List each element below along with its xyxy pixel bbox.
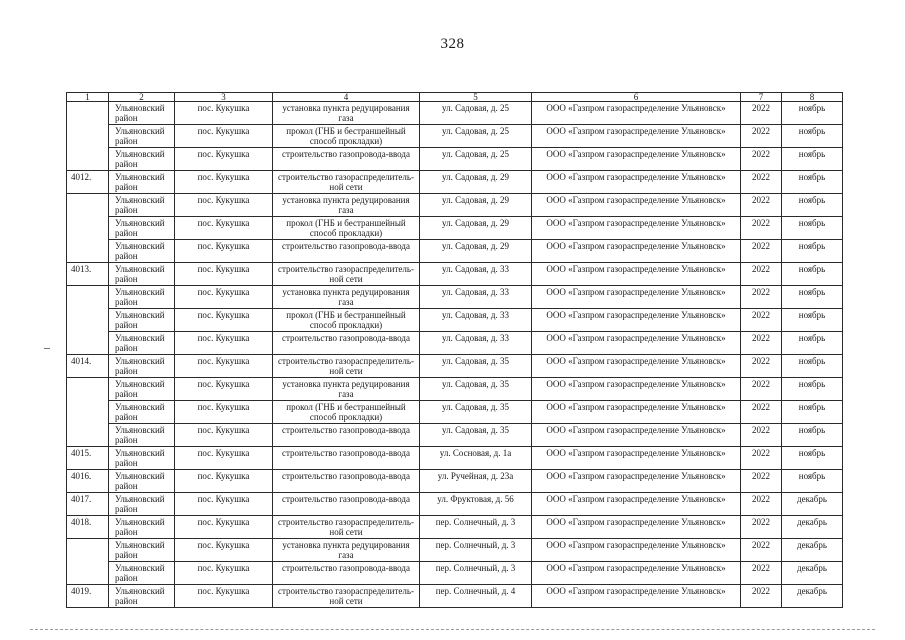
- address-cell: пер. Солнечный, д. 3: [420, 562, 532, 585]
- record-number-cell: 4016.: [67, 470, 109, 493]
- year-cell: 2022: [741, 516, 782, 539]
- year-cell: 2022: [741, 263, 782, 286]
- record-number-cell: [67, 401, 109, 424]
- work-type-cell: прокол (ГНБ и бестраншейный способ прокладки): [273, 309, 420, 332]
- year-cell: 2022: [741, 355, 782, 378]
- year-cell: 2022: [741, 424, 782, 447]
- work-type-cell: строительство газораспределитель-ной сети: [273, 263, 420, 286]
- address-cell: пер. Солнечный, д. 3: [420, 516, 532, 539]
- table-row: [67, 263, 843, 286]
- record-number-cell: [67, 194, 109, 217]
- table-row: [67, 355, 843, 378]
- address-cell: ул. Садовая, д. 33: [420, 286, 532, 309]
- organization-cell: ООО «Газпром газораспределение Ульяновск»: [532, 355, 741, 378]
- work-type-cell: установка пункта редуцирования газа: [273, 194, 420, 217]
- table-row: [67, 194, 843, 217]
- record-number-cell: 4017.: [67, 493, 109, 516]
- address-cell: ул. Садовая, д. 25: [420, 148, 532, 171]
- record-number-cell: [67, 539, 109, 562]
- scan-mark: [44, 348, 50, 349]
- organization-cell: ООО «Газпром газораспределение Ульяновск»: [532, 194, 741, 217]
- settlement-cell: пос. Кукушка: [175, 493, 273, 516]
- column-header: 8: [782, 93, 843, 102]
- address-cell: ул. Садовая, д. 35: [420, 401, 532, 424]
- record-number-cell: [67, 378, 109, 401]
- month-cell: декабрь: [782, 562, 843, 585]
- settlement-cell: пос. Кукушка: [175, 516, 273, 539]
- month-cell: ноябрь: [782, 148, 843, 171]
- district-cell: Ульяновский район: [109, 447, 175, 470]
- bottom-rule: [30, 629, 875, 630]
- column-header: 4: [273, 93, 420, 102]
- address-cell: пер. Солнечный, д. 4: [420, 585, 532, 608]
- organization-cell: ООО «Газпром газораспределение Ульяновск»: [532, 378, 741, 401]
- work-type-cell: установка пункта редуцирования газа: [273, 539, 420, 562]
- work-type-cell: строительство газопровода-ввода: [273, 447, 420, 470]
- district-cell: Ульяновский район: [109, 355, 175, 378]
- district-cell: Ульяновский район: [109, 378, 175, 401]
- record-number-cell: [67, 424, 109, 447]
- year-cell: 2022: [741, 125, 782, 148]
- address-cell: ул. Садовая, д. 29: [420, 171, 532, 194]
- district-cell: Ульяновский район: [109, 217, 175, 240]
- month-cell: декабрь: [782, 493, 843, 516]
- organization-cell: ООО «Газпром газораспределение Ульяновск»: [532, 217, 741, 240]
- year-cell: 2022: [741, 171, 782, 194]
- district-cell: Ульяновский район: [109, 286, 175, 309]
- work-type-cell: строительство газопровода-ввода: [273, 493, 420, 516]
- settlement-cell: пос. Кукушка: [175, 194, 273, 217]
- work-type-cell: строительство газораспределитель-ной сети: [273, 171, 420, 194]
- district-cell: Ульяновский район: [109, 102, 175, 125]
- table-row: [67, 217, 843, 240]
- year-cell: 2022: [741, 332, 782, 355]
- settlement-cell: пос. Кукушка: [175, 447, 273, 470]
- table-row: [67, 125, 843, 148]
- work-type-cell: строительство газопровода-ввода: [273, 148, 420, 171]
- work-type-cell: прокол (ГНБ и бестраншейный способ прокладки): [273, 125, 420, 148]
- district-cell: Ульяновский район: [109, 194, 175, 217]
- record-number-cell: [67, 332, 109, 355]
- organization-cell: ООО «Газпром газораспределение Ульяновск»: [532, 240, 741, 263]
- work-type-cell: строительство газораспределитель-ной сети: [273, 585, 420, 608]
- district-cell: Ульяновский район: [109, 493, 175, 516]
- record-number-cell: 4012.: [67, 171, 109, 194]
- record-number-cell: [67, 562, 109, 585]
- address-cell: ул. Садовая, д. 35: [420, 378, 532, 401]
- address-cell: ул. Сосновая, д. 1а: [420, 447, 532, 470]
- address-cell: ул. Садовая, д. 33: [420, 309, 532, 332]
- month-cell: ноябрь: [782, 171, 843, 194]
- column-header: 1: [67, 93, 109, 102]
- district-cell: Ульяновский район: [109, 125, 175, 148]
- settlement-cell: пос. Кукушка: [175, 240, 273, 263]
- settlement-cell: пос. Кукушка: [175, 263, 273, 286]
- month-cell: ноябрь: [782, 309, 843, 332]
- settlement-cell: пос. Кукушка: [175, 309, 273, 332]
- month-cell: ноябрь: [782, 424, 843, 447]
- month-cell: ноябрь: [782, 217, 843, 240]
- year-cell: 2022: [741, 470, 782, 493]
- record-number-cell: [67, 240, 109, 263]
- work-type-cell: установка пункта редуцирования газа: [273, 378, 420, 401]
- record-number-cell: [67, 148, 109, 171]
- organization-cell: ООО «Газпром газораспределение Ульяновск»: [532, 516, 741, 539]
- year-cell: 2022: [741, 148, 782, 171]
- settlement-cell: пос. Кукушка: [175, 539, 273, 562]
- district-cell: Ульяновский район: [109, 309, 175, 332]
- work-type-cell: строительство газораспределитель-ной сети: [273, 516, 420, 539]
- year-cell: 2022: [741, 539, 782, 562]
- column-header: 5: [420, 93, 532, 102]
- month-cell: ноябрь: [782, 240, 843, 263]
- table-row: [67, 424, 843, 447]
- month-cell: декабрь: [782, 516, 843, 539]
- district-cell: Ульяновский район: [109, 470, 175, 493]
- settlement-cell: пос. Кукушка: [175, 585, 273, 608]
- settlement-cell: пос. Кукушка: [175, 102, 273, 125]
- month-cell: ноябрь: [782, 194, 843, 217]
- record-number-cell: [67, 286, 109, 309]
- year-cell: 2022: [741, 401, 782, 424]
- month-cell: декабрь: [782, 585, 843, 608]
- district-cell: Ульяновский район: [109, 148, 175, 171]
- address-cell: ул. Садовая, д. 25: [420, 102, 532, 125]
- settlement-cell: пос. Кукушка: [175, 401, 273, 424]
- table-row: [67, 240, 843, 263]
- district-cell: Ульяновский район: [109, 516, 175, 539]
- organization-cell: ООО «Газпром газораспределение Ульяновск»: [532, 562, 741, 585]
- table-row: [67, 286, 843, 309]
- organization-cell: ООО «Газпром газораспределение Ульяновск»: [532, 286, 741, 309]
- year-cell: 2022: [741, 240, 782, 263]
- address-cell: ул. Садовая, д. 25: [420, 125, 532, 148]
- column-header: 7: [741, 93, 782, 102]
- month-cell: ноябрь: [782, 332, 843, 355]
- record-number-cell: 4019.: [67, 585, 109, 608]
- table-row: [67, 539, 843, 562]
- settlement-cell: пос. Кукушка: [175, 217, 273, 240]
- year-cell: 2022: [741, 217, 782, 240]
- address-cell: ул. Садовая, д. 29: [420, 217, 532, 240]
- work-type-cell: строительство газопровода-ввода: [273, 240, 420, 263]
- organization-cell: ООО «Газпром газораспределение Ульяновск»: [532, 309, 741, 332]
- work-type-cell: установка пункта редуцирования газа: [273, 102, 420, 125]
- organization-cell: ООО «Газпром газораспределение Ульяновск»: [532, 539, 741, 562]
- organization-cell: ООО «Газпром газораспределение Ульяновск»: [532, 401, 741, 424]
- month-cell: ноябрь: [782, 470, 843, 493]
- work-type-cell: строительство газопровода-ввода: [273, 562, 420, 585]
- column-header: 3: [175, 93, 273, 102]
- year-cell: 2022: [741, 378, 782, 401]
- year-cell: 2022: [741, 447, 782, 470]
- month-cell: ноябрь: [782, 355, 843, 378]
- organization-cell: ООО «Газпром газораспределение Ульяновск»: [532, 447, 741, 470]
- record-number-cell: [67, 309, 109, 332]
- address-cell: ул. Фруктовая, д. 56: [420, 493, 532, 516]
- record-number-cell: 4015.: [67, 447, 109, 470]
- year-cell: 2022: [741, 194, 782, 217]
- district-cell: Ульяновский район: [109, 263, 175, 286]
- work-type-cell: строительство газораспределитель-ной сети: [273, 355, 420, 378]
- record-number-cell: 4014.: [67, 355, 109, 378]
- year-cell: 2022: [741, 562, 782, 585]
- settlement-cell: пос. Кукушка: [175, 148, 273, 171]
- settlement-cell: пос. Кукушка: [175, 286, 273, 309]
- table-row: [67, 470, 843, 493]
- table-row: [67, 309, 843, 332]
- year-cell: 2022: [741, 493, 782, 516]
- table-row: [67, 378, 843, 401]
- page-number: 328: [440, 36, 465, 52]
- month-cell: ноябрь: [782, 401, 843, 424]
- address-cell: ул. Садовая, д. 29: [420, 240, 532, 263]
- table-row: [67, 171, 843, 194]
- work-type-cell: прокол (ГНБ и бестраншейный способ прокладки): [273, 401, 420, 424]
- work-type-cell: строительство газопровода-ввода: [273, 470, 420, 493]
- work-type-cell: строительство газопровода-ввода: [273, 332, 420, 355]
- district-cell: Ульяновский район: [109, 539, 175, 562]
- organization-cell: ООО «Газпром газораспределение Ульяновск»: [532, 470, 741, 493]
- table-row: [67, 562, 843, 585]
- organization-cell: ООО «Газпром газораспределение Ульяновск»: [532, 493, 741, 516]
- settlement-cell: пос. Кукушка: [175, 332, 273, 355]
- table-row: [67, 585, 843, 608]
- district-cell: Ульяновский район: [109, 240, 175, 263]
- organization-cell: ООО «Газпром газораспределение Ульяновск»: [532, 585, 741, 608]
- record-number-cell: 4013.: [67, 263, 109, 286]
- year-cell: 2022: [741, 102, 782, 125]
- column-header: 2: [109, 93, 175, 102]
- settlement-cell: пос. Кукушка: [175, 378, 273, 401]
- address-cell: пер. Солнечный, д. 3: [420, 539, 532, 562]
- settlement-cell: пос. Кукушка: [175, 125, 273, 148]
- month-cell: ноябрь: [782, 378, 843, 401]
- district-cell: Ульяновский район: [109, 424, 175, 447]
- work-type-cell: строительство газопровода-ввода: [273, 424, 420, 447]
- settlement-cell: пос. Кукушка: [175, 424, 273, 447]
- month-cell: декабрь: [782, 539, 843, 562]
- district-cell: Ульяновский район: [109, 401, 175, 424]
- district-cell: Ульяновский район: [109, 585, 175, 608]
- district-cell: Ульяновский район: [109, 562, 175, 585]
- organization-cell: ООО «Газпром газораспределение Ульяновск»: [532, 263, 741, 286]
- settlement-cell: пос. Кукушка: [175, 470, 273, 493]
- organization-cell: ООО «Газпром газораспределение Ульяновск»: [532, 148, 741, 171]
- year-cell: 2022: [741, 286, 782, 309]
- address-cell: ул. Садовая, д. 33: [420, 332, 532, 355]
- record-number-cell: [67, 217, 109, 240]
- work-type-cell: прокол (ГНБ и бестраншейный способ прокладки): [273, 217, 420, 240]
- month-cell: ноябрь: [782, 286, 843, 309]
- table-row: [67, 332, 843, 355]
- settlement-cell: пос. Кукушка: [175, 355, 273, 378]
- record-number-cell: 4018.: [67, 516, 109, 539]
- month-cell: ноябрь: [782, 125, 843, 148]
- settlement-cell: пос. Кукушка: [175, 171, 273, 194]
- month-cell: ноябрь: [782, 263, 843, 286]
- organization-cell: ООО «Газпром газораспределение Ульяновск»: [532, 171, 741, 194]
- address-cell: ул. Ручейная, д. 23а: [420, 470, 532, 493]
- table-row: [67, 447, 843, 470]
- organization-cell: ООО «Газпром газораспределение Ульяновск»: [532, 332, 741, 355]
- year-cell: 2022: [741, 309, 782, 332]
- organization-cell: ООО «Газпром газораспределение Ульяновск»: [532, 102, 741, 125]
- record-number-cell: [67, 102, 109, 125]
- work-type-cell: установка пункта редуцирования газа: [273, 286, 420, 309]
- district-cell: Ульяновский район: [109, 332, 175, 355]
- table-row: [67, 102, 843, 125]
- month-cell: ноябрь: [782, 102, 843, 125]
- column-header: 6: [532, 93, 741, 102]
- address-cell: ул. Садовая, д. 33: [420, 263, 532, 286]
- table-row: [67, 493, 843, 516]
- address-cell: ул. Садовая, д. 35: [420, 424, 532, 447]
- address-cell: ул. Садовая, д. 29: [420, 194, 532, 217]
- settlement-cell: пос. Кукушка: [175, 562, 273, 585]
- month-cell: ноябрь: [782, 447, 843, 470]
- year-cell: 2022: [741, 585, 782, 608]
- register-table: [66, 92, 843, 608]
- organization-cell: ООО «Газпром газораспределение Ульяновск»: [532, 424, 741, 447]
- organization-cell: ООО «Газпром газораспределение Ульяновск»: [532, 125, 741, 148]
- table-row: [67, 401, 843, 424]
- column-number-row: [67, 93, 843, 102]
- table-row: [67, 516, 843, 539]
- district-cell: Ульяновский район: [109, 171, 175, 194]
- table-row: [67, 148, 843, 171]
- address-cell: ул. Садовая, д. 35: [420, 355, 532, 378]
- record-number-cell: [67, 125, 109, 148]
